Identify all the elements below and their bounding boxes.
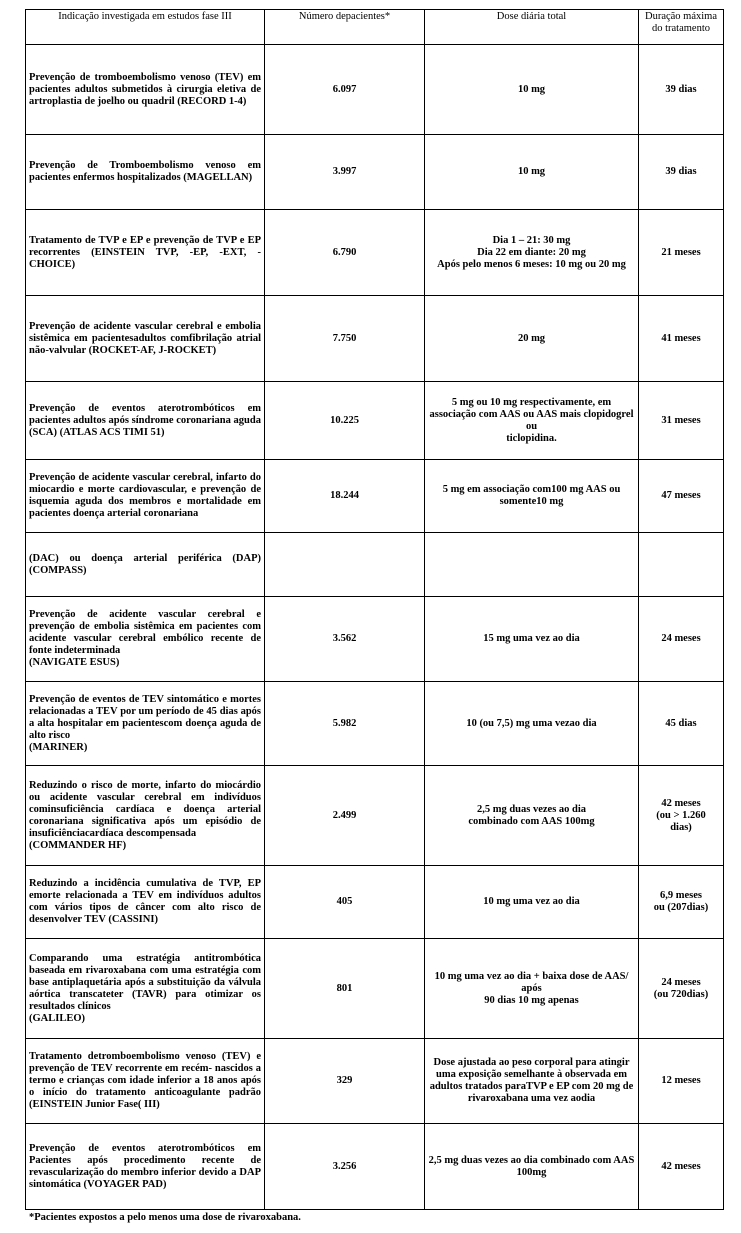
header-duration: Duração máxima do tratamento (639, 10, 724, 45)
indication-cell-line: Prevenção de eventos de TEV sintomático e mortes relacionadas a TEV por um período de 45 dias após a alta hospitalar em pacientescom doença aguda de alto risco (29, 693, 261, 741)
indication-cell-line: Prevenção de tromboembolismo venoso (TEV) em pacientes adultos submetidos à cirurgia eletiva de artroplastia de joelho ou quadril (RECORD 1-4) (29, 71, 261, 107)
dose-cell-line: 20 mg (517, 332, 546, 344)
patients-cell: 329 (265, 1039, 425, 1124)
indication-cell (26, 135, 265, 210)
duration-cell (639, 210, 724, 296)
duration-cell (639, 296, 724, 382)
duration-cell (639, 460, 724, 533)
indication-cell (26, 939, 265, 1039)
indication-cell-line: (NAVIGATE ESUS) (29, 657, 120, 668)
duration-cell (639, 866, 724, 939)
indication-cell-line: (MARINER) (29, 741, 88, 753)
duration-cell (639, 682, 724, 766)
duration-cell (639, 45, 724, 135)
table-row (26, 682, 724, 766)
header-patients: Número depacientes* (265, 10, 425, 45)
duration-cell-line: 24 meses (661, 633, 701, 644)
duration-cell-line: dias) (670, 821, 692, 833)
table-row (26, 45, 724, 135)
duration-cell-line: (ou > 1.260 (656, 809, 706, 821)
patients-cell: 3.562 (265, 597, 425, 682)
patients-cell (265, 533, 425, 597)
table-row (26, 460, 724, 533)
duration-cell-line: (ou 720dias) (653, 988, 709, 1000)
table-row (26, 135, 724, 210)
indication-cell-line: Comparando uma estratégia antitrombótica baseada em rivaroxabana com uma estratégia com base antiplaquetária após a substituição da válvula aórtica transcateter (TAVR) para otimizar os resultados clínicos (29, 952, 261, 1012)
table-row (26, 939, 724, 1039)
duration-cell-line: 39 dias (665, 166, 697, 177)
duration-cell-line: 21 meses (661, 246, 701, 258)
duration-cell (639, 939, 724, 1039)
indication-cell-line: (COMMANDER HF) (29, 839, 127, 851)
duration-cell (639, 766, 724, 866)
patients-cell: 7.750 (265, 296, 425, 382)
indication-cell-line: Reduzindo a incidência cumulativa de TVP, EP emorte relacionada a TEV em indivíduos adultos com vários tipos de câncer com alto risco de desenvolver TEV (CASSINI) (29, 878, 261, 925)
dose-cell-line: 10 mg uma vez ao dia (483, 896, 580, 907)
dose-cell (425, 45, 639, 135)
indication-cell-line: Tratamento de TVP e EP e prevenção de TVP e EP recorrentes (EINSTEIN TVP, -EP, -EXT, -CHOICE) (29, 234, 261, 270)
duration-cell-line: 12 meses (661, 1075, 701, 1086)
table-row (26, 1039, 724, 1124)
dose-cell-line: Dia 1 – 21: 30 mg (492, 234, 571, 246)
patients-cell: 6.097 (265, 45, 425, 135)
dose-cell-line: Após pelo menos 6 meses: 10 mg ou 20 mg (437, 258, 626, 270)
indication-cell-line: Prevenção de acidente vascular cerebral, infarto do miocardio e morte cardiovascular, e prevenção de isquemia aguda dos membros e mortalidade em pacientes doença arterial coronariana (29, 472, 261, 519)
dose-cell (425, 597, 639, 682)
table-row (26, 1124, 724, 1210)
duration-cell-line: 24 meses (661, 976, 701, 988)
dose-cell (425, 766, 639, 866)
duration-cell (639, 135, 724, 210)
dose-cell-line: 5 mg em associação com100 mg AAS ou somente10 mg (442, 484, 621, 507)
table-row (26, 866, 724, 939)
dose-cell-line: 2,5 mg duas vezes ao dia (476, 803, 587, 815)
dose-cell-line: Dose ajustada ao peso corporal para atingir uma exposição semelhante à observada em adultos tratados paraTVP e EP com 20 mg de rivaroxabana uma vez aodia (429, 1057, 634, 1104)
dose-cell-line: 5 mg ou 10 mg respectivamente, em associação com AAS ou AAS mais clopidogrel ou (429, 396, 634, 432)
dose-cell (425, 460, 639, 533)
patients-cell: 2.499 (265, 766, 425, 866)
header-dose: Dose diária total (425, 10, 639, 45)
duration-cell-line: 45 dias (665, 717, 697, 729)
duration-cell-line: 42 meses (661, 1160, 701, 1172)
indication-cell (26, 766, 265, 866)
patients-cell: 5.982 (265, 682, 425, 766)
patients-cell: 3.256 (265, 1124, 425, 1210)
duration-cell (639, 1039, 724, 1124)
duration-cell-line: 42 meses (661, 797, 701, 809)
indication-cell (26, 866, 265, 939)
duration-cell-line: 47 meses (661, 490, 701, 501)
dose-cell-line: 2,5 mg duas vezes ao dia combinado com AAS 100mg (428, 1154, 635, 1178)
indication-cell-line: Prevenção de acidente vascular cerebral e embolia sistêmica em pacientesadultos comfibrilação atrial não-valvular (ROCKET-AF, J-ROCKET) (29, 320, 261, 356)
dose-cell-line: 10 mg (517, 166, 546, 177)
dose-cell-line: 15 mg uma vez ao dia (483, 633, 580, 644)
table-row (26, 766, 724, 866)
dose-cell (425, 135, 639, 210)
dose-cell (425, 210, 639, 296)
duration-cell (639, 597, 724, 682)
table-row (26, 210, 724, 296)
dose-cell-line: 90 dias 10 mg apenas (484, 994, 579, 1006)
indication-cell (26, 382, 265, 460)
duration-cell (639, 533, 724, 597)
indication-cell (26, 296, 265, 382)
table-header-row (26, 10, 724, 45)
dose-cell (425, 866, 639, 939)
duration-cell-line: ou (207dias) (653, 902, 709, 913)
indication-cell-line: Prevenção de eventos aterotrombóticos em Pacientes após procedimento recente de revascularização do membro inferior devido a DAP sintomática (VOYAGER PAD) (29, 1142, 261, 1190)
dose-cell (425, 1124, 639, 1210)
table-row (26, 533, 724, 597)
indication-cell-line: Prevenção de acidente vascular cerebral e prevenção de embolia sistêmica em pacientes com acidente vascular cerebral embólico recente de fonte indeterminada (29, 609, 261, 656)
dose-cell (425, 533, 639, 597)
indication-cell (26, 460, 265, 533)
dose-cell (425, 296, 639, 382)
patients-cell: 18.244 (265, 460, 425, 533)
patients-cell: 10.225 (265, 382, 425, 460)
indication-cell-line: (DAC) ou doença arterial periférica (DAP) (COMPASS) (29, 552, 261, 576)
table-row (26, 382, 724, 460)
dose-cell (425, 939, 639, 1039)
duration-cell-line: 39 dias (665, 83, 697, 95)
dose-cell-line: Dia 22 em diante: 20 mg (477, 246, 586, 258)
patients-cell: 6.790 (265, 210, 425, 296)
trials-table (25, 9, 724, 1210)
indication-cell (26, 597, 265, 682)
dose-cell (425, 682, 639, 766)
indication-cell-line: Reduzindo o risco de morte, infarto do miocárdio ou acidente vascular cerebral em indivíduos cominsuficiência cardíaca e doença arterial coronariana significativa após um episódio de insuficiênciacardíaca descompensada (29, 779, 261, 839)
indication-cell-line: Prevenção de Tromboembolismo venoso em pacientes enfermos hospitalizados (MAGELLAN) (29, 160, 261, 183)
indication-cell-line: Tratamento detromboembolismo venoso (TEV) e prevenção de TEV recorrente em recém- nascidos a termo e crianças com idade inferior a 18 anos após o início do tratamento anticoagulante padrão (EINSTEIN Junior Fase( III) (29, 1051, 261, 1110)
duration-cell-line: 6,9 meses (660, 890, 702, 901)
indication-cell (26, 682, 265, 766)
indication-cell (26, 210, 265, 296)
dose-cell-line: 10 mg uma vez ao dia + baixa dose de AAS/ após (434, 970, 629, 994)
table-row (26, 296, 724, 382)
dose-cell-line: combinado com AAS 100mg (468, 815, 595, 827)
dose-cell (425, 1039, 639, 1124)
patients-cell: 3.997 (265, 135, 425, 210)
duration-cell-line: 31 meses (661, 414, 701, 426)
footnote: *Pacientes expostos a pelo menos uma dose de rivaroxabana. (29, 1212, 301, 1223)
indication-cell-line: (GALILEO) (29, 1012, 86, 1024)
dose-cell-line: 10 mg (517, 83, 546, 95)
patients-cell: 405 (265, 866, 425, 939)
duration-cell-line: 41 meses (661, 332, 701, 344)
indication-cell-line: Prevenção de eventos aterotrombóticos em pacientes adultos após síndrome coronariana aguda (SCA) (ATLAS ACS TIMI 51) (29, 402, 261, 438)
dose-cell (425, 382, 639, 460)
header-indication: Indicação investigada em estudos fase III (26, 10, 265, 45)
duration-cell (639, 1124, 724, 1210)
indication-cell (26, 45, 265, 135)
patients-cell: 801 (265, 939, 425, 1039)
dose-cell-line: ticlopidina. (506, 432, 557, 444)
table-row (26, 597, 724, 682)
indication-cell (26, 1124, 265, 1210)
dose-cell-line: 10 (ou 7,5) mg uma vezao dia (466, 717, 597, 729)
indication-cell (26, 1039, 265, 1124)
duration-cell (639, 382, 724, 460)
indication-cell (26, 533, 265, 597)
